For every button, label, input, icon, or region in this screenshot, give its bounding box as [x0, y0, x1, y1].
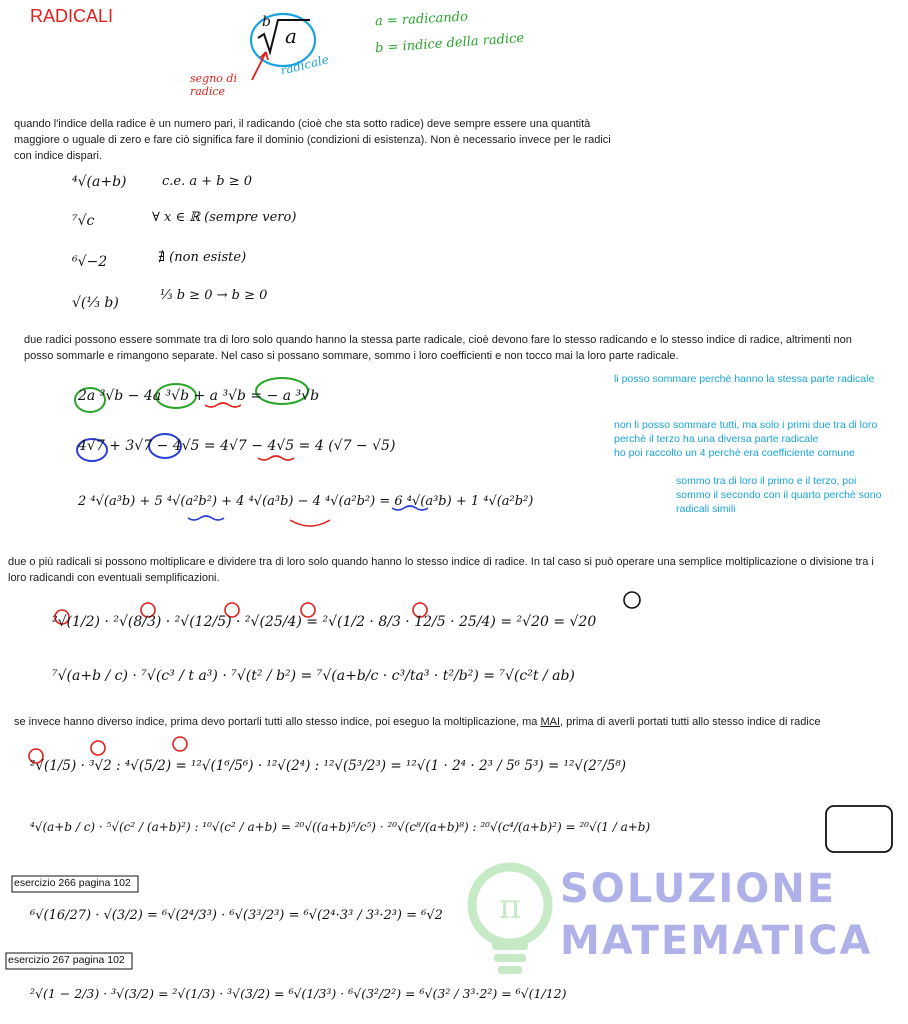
sum-example-note: radicali simili — [676, 503, 736, 515]
sum-example-note: li posso sommare perchè hanno la stessa parte radicale — [614, 373, 875, 385]
domain-example-condition: c.e. a + b ≥ 0 — [162, 174, 253, 189]
sum-example-note: perchè il terzo ha una diversa parte radicale — [614, 433, 819, 445]
radicand-label: a — [285, 24, 297, 48]
product-example-expression: ⁷√(a+b / c) · ⁷√(c³ / t a³) · ⁷√(t² / b²) = ⁷√(a+b/c · c³/ta³ · t²/b²) = ⁷√(c²t / ab) — [52, 668, 575, 684]
different-index-paragraph: se invece hanno diverso indice, prima devo portarli tutti allo stesso indice, poi eseguo la moltiplicazione, ma MAI, prima di averli portati tutti allo stesso indice di radice — [14, 716, 821, 728]
domain-example-condition: ∄ (non esiste) — [158, 250, 247, 265]
product-paragraph: due o più radicali si possono moltiplicare e dividere tra di loro solo quando hanno lo stesso indice di radice. In tal caso si può operare una semplice moltiplicazione o divisione tra i loro radicandi con eventuali semplificazioni. — [8, 556, 874, 584]
radical-index-label: b — [262, 14, 271, 30]
never-emphasis: MAI — [540, 716, 561, 728]
radical-sign-label: segno di radice — [190, 72, 237, 98]
sum-example-expression: 2 ⁴√(a³b) + 5 ⁴√(a²b²) + 4 ⁴√(a³b) − 4 ⁴√(a²b²) = 6 ⁴√(a³b) + 1 ⁴√(a²b²) — [78, 494, 534, 509]
domain-example-condition: ⅓ b ≥ 0 → b ≥ 0 — [160, 288, 268, 303]
watermark-line-2: MATEMATICA — [560, 918, 873, 964]
watermark-line-1: SOLUZIONE — [560, 866, 837, 912]
domain-example-radical: ⁶√−2 — [72, 254, 108, 270]
exercise-267-expression: ²√(1 − 2/3) · ³√(3/2) = ²√(1/3) · ³√(3/2) = ⁶√(1/3³) · ⁶√(3²/2²) = ⁶√(3² / 3³·2²) = ⁶√(1/12) — [30, 986, 567, 1001]
domain-paragraph: quando l'indice della radice è un numero pari, il radicando (cioè che sta sotto radice) deve sempre essere una quantità maggiore o uguale di zero e fare ciò significa fare il dominio (condizioni di esistenza). Non è necessario invece per le radici con indice dispari. — [14, 118, 611, 162]
domain-example-radical: ⁴√(a+b) — [72, 174, 127, 190]
radical-label: radicale — [279, 52, 331, 78]
svg-text:π: π — [498, 887, 522, 927]
sum-example-expression: 4√7 + 3√7 − 4√5 = 4√7 − 4√5 = 4 (√7 − √5) — [78, 438, 396, 454]
different-index-example-expression: ⁴√(a+b / c) · ⁵√(c² / (a+b)²) : ¹⁰√(c² / a+b) = ²⁰√((a+b)⁵/c⁵) · ²⁰√(c⁸/(a+b)⁸) : ²⁰√(c⁴/(a+b)²) = ²⁰√(1 / a+b) — [30, 820, 651, 834]
product-example-expression: ²√(1/2) · ²√(8/3) · ²√(12/5) · ²√(25/4) = ²√(1/2 · 8/3 · 12/5 · 25/4) = ²√20 = √20 — [52, 614, 597, 630]
sum-example-expression: 2a ³√b − 4a ³√b + a ³√b = − a ³√b — [78, 388, 320, 404]
legend-radicand: a = radicando — [374, 9, 469, 30]
exercise-266-label: esercizio 266 pagina 102 — [14, 877, 131, 889]
sum-example-note: sommo tra di loro il primo e il terzo, poi — [676, 475, 857, 487]
sum-example-note: ho poi raccolto un 4 perchè era coefficiente comune — [614, 447, 855, 459]
legend-index: b = indice della radice — [374, 30, 525, 57]
domain-example-condition: ∀ x ∈ ℝ (sempre vero) — [152, 210, 297, 225]
sum-paragraph: due radici possono essere sommate tra di loro solo quando hanno la stessa parte radicale, cioè devono fare lo stesso radicando e lo stesso indice di radice, altrimenti non posso sommarle e rimangono separate. Nel caso si possano sommare, sommo i loro coefficienti e non tocco mai la loro parte radicale. — [24, 334, 852, 362]
page-title: RADICALI — [30, 6, 114, 26]
domain-example-radical: ⁷√c — [72, 213, 95, 229]
domain-example-radical: √(⅓ b) — [72, 295, 119, 311]
sum-example-note: non li posso sommare tutti, ma solo i primi due tra di loro — [614, 419, 878, 431]
different-index-example-expression: ²√(1/5) · ³√2 : ⁴√(5/2) = ¹²√(1⁶/5⁶) · ¹²√(2⁴) : ¹²√(5³/2³) = ¹²√(1 · 2⁴ · 2³ / 5⁶ 5³) = ¹²√(2⁷/5⁸) — [30, 758, 627, 774]
exercise-267-label: esercizio 267 pagina 102 — [8, 954, 125, 966]
exercise-266-expression: ⁶√(16/27) · √(3/2) = ⁶√(2⁴/3³) · ⁶√(3³/2³) = ⁶√(2⁴·3³ / 3³·2³) = ⁶√2 — [30, 908, 443, 923]
sum-example-note: sommo il secondo con il quarto perchè sono — [676, 489, 882, 501]
